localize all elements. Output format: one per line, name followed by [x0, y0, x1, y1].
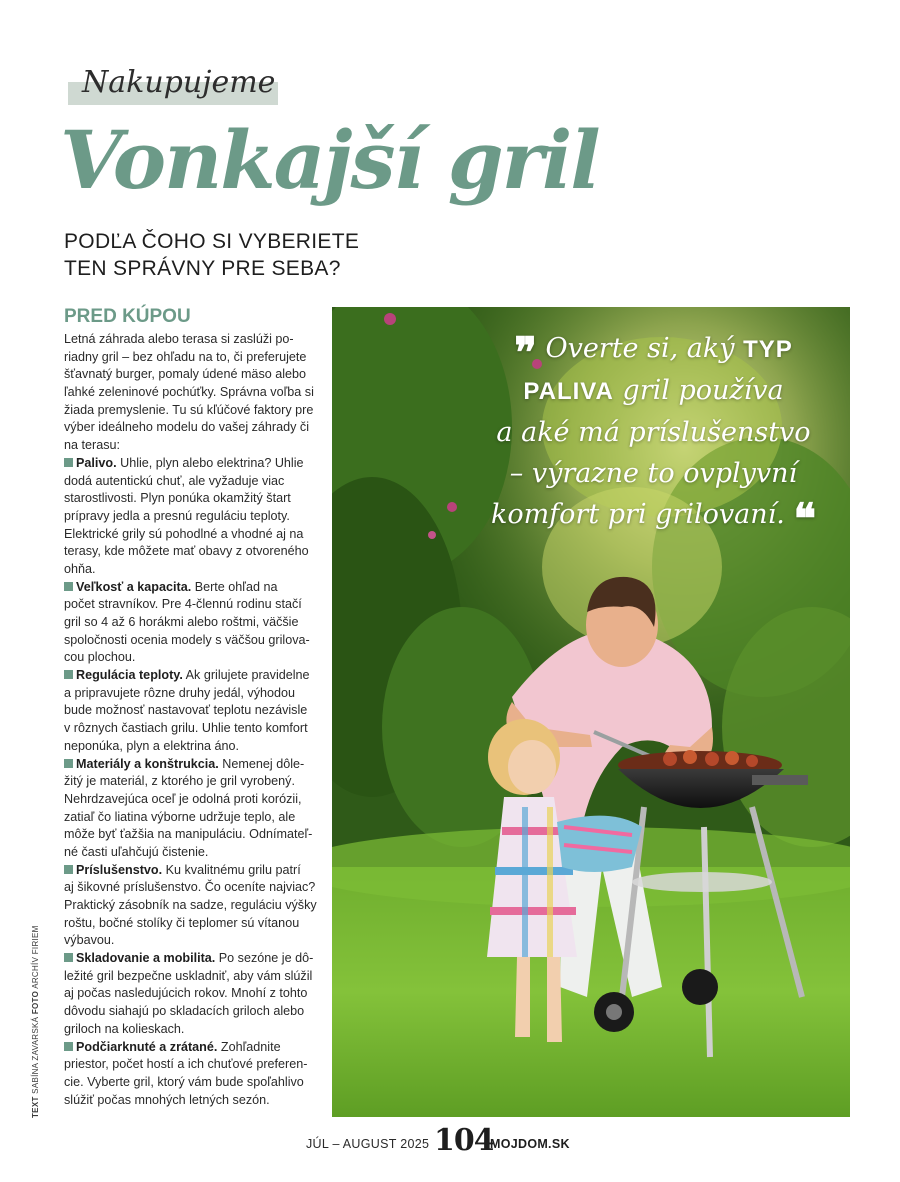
body-line: ohňa.: [64, 561, 96, 576]
body-line: šťavnatý burger, pomaly údené mäso alebo: [64, 367, 307, 382]
bullet-label: Materiály a konštrukcia.: [76, 756, 219, 771]
bullet-first-line: [64, 950, 316, 968]
body-line: starostlivosti. Plyn ponúka okamžitý štart: [64, 491, 291, 506]
body-line: slúžiť počas mnohých letných sezón.: [64, 1092, 270, 1107]
bullet-square-icon: [64, 759, 73, 768]
body-line: aj počas nasledujúcich rokov. Mnohí z tohto: [64, 986, 308, 1001]
article-body: [64, 331, 316, 1109]
body-line: počet stravníkov. Pre 4-člennú rodinu stačí: [64, 597, 302, 612]
bullet-text: Uhlie, plyn alebo elektrina? Uhlie: [116, 455, 304, 470]
body-line: spoločnosti ocenia modely s väčšou grilova-: [64, 632, 310, 647]
body-line: Elektrické grily sú pohodlné a vhodné aj na: [64, 526, 304, 541]
body-line: priestor, počet hostí a ich chuťové preferen-: [64, 1057, 308, 1072]
credit-foto-name: ARCHÍV FIRIEM: [31, 925, 40, 991]
body-line: výbavou.: [64, 933, 115, 948]
bullet-first-line: [64, 455, 316, 473]
credit-text-name: SABÍNA ZAVARSKÁ: [31, 1014, 40, 1097]
body-line: na terasu:: [64, 438, 121, 453]
body-line: terasy, kde môžete mať obavy z otvoreného: [64, 544, 309, 559]
bullet-text: Nemenej dôle-: [218, 756, 305, 771]
body-line: neponúka, plyn a elektrina áno.: [64, 738, 240, 753]
body-line: ležité gril bezpečne uskladniť, aby vám slúžil: [64, 968, 313, 983]
body-line: cou plochou.: [64, 650, 136, 665]
body-line: dodá autentickú chuť, ale vyžaduje viac: [64, 473, 285, 488]
body-line: v rôznych častiach grilu. Uhlie tento komfort: [64, 721, 308, 736]
body-line: prípravy jedla a presnú reguláciu teploty.: [64, 508, 290, 523]
bullet-label: Regulácia teploty.: [76, 668, 183, 683]
bullet-first-line: [64, 756, 316, 774]
page-number: 104: [434, 1123, 494, 1158]
bullet-square-icon: [64, 458, 73, 467]
bullet-first-line: [64, 667, 316, 685]
body-line: a pripravujete rôzne druhy jedál, výhodou: [64, 685, 296, 700]
body-line: môže byť ťažšia na manipuláciu. Odnímateľ-: [64, 827, 313, 842]
body-line: roštu, bočné stolíky či teplomer sú vítanou: [64, 915, 300, 930]
body-line: né časti uľahčujú čistenie.: [64, 844, 209, 859]
pull-quote-text: Overte si, aký: [545, 333, 744, 364]
bullet-text: Berte ohľad na: [191, 579, 278, 594]
body-line: Praktický zásobník na sadze, reguláciu výšky: [64, 898, 317, 912]
bullet-label: Veľkosť a kapacita.: [76, 579, 192, 594]
bullet-text: Po sezóne je dô-: [215, 951, 314, 966]
issue-date: JÚL – AUGUST 2025: [306, 1137, 430, 1151]
body-line: aj šikovné príslušenstvo. Čo oceníte najviac?: [64, 880, 316, 895]
section-tag: [68, 63, 278, 105]
pull-quote-text: komfort pri grilovaní.: [490, 499, 785, 530]
bullet-text: Ku kvalitnému grilu patrí: [162, 862, 301, 877]
pull-quote: [466, 328, 841, 543]
body-line: ľahké zeleninové pochúťky. Správna voľba si: [64, 385, 314, 400]
bullet-first-line: [64, 1039, 316, 1057]
subheadline-line: TEN SPRÁVNY PRE SEBA?: [64, 257, 341, 280]
body-line: dôvodu siahajú po skladacích griloch alebo: [64, 1004, 305, 1019]
close-quote-icon: ❝: [793, 494, 817, 543]
pull-quote-emphasis: TYP: [743, 336, 793, 363]
bullet-label: Príslušenstvo.: [76, 862, 163, 877]
body-line: žitý je materiál, z ktorého je gril vyrobený.: [64, 774, 295, 789]
body-line: gril so 4 až 6 horákmi alebo roštmi, väčšie: [64, 615, 299, 629]
bullet-square-icon: [64, 953, 73, 962]
pull-quote-text: gril používa: [613, 375, 784, 406]
bullet-first-line: [64, 579, 316, 597]
pull-quote-line: [466, 328, 841, 377]
bullet-square-icon: [64, 865, 73, 874]
bullet-text: Ak grilujete pravidelne: [182, 668, 310, 683]
body-line: riadny gril – bez ohľadu na to, či preferujete: [64, 349, 307, 364]
body-line: cie. Vyberte gril, ktorý vám bude spoľahlivo: [64, 1074, 304, 1089]
pull-quote-line: [466, 494, 841, 543]
bullet-square-icon: [64, 670, 73, 679]
bullet-label: Skladovanie a mobilita.: [76, 951, 216, 966]
bullet-square-icon: [64, 582, 73, 591]
open-quote-icon: ❞: [514, 328, 537, 377]
body-line: výber ideálneho modelu do vašej záhrady či: [64, 420, 310, 435]
body-line: bude možnosť nastavovať teplotu nezávisle: [64, 703, 308, 718]
credit-foto-label: FOTO: [31, 990, 40, 1015]
credit-text-label: TEXT: [31, 1096, 40, 1118]
subheadline-line: PODĽA ČOHO SI VYBERIETE: [64, 230, 360, 253]
bullet-label: Podčiarknuté a zrátané.: [76, 1039, 218, 1054]
body-line: zatiaľ čo liatina výborne udržuje teplo, ale: [64, 809, 296, 824]
section-tag-label: Nakupujeme: [82, 65, 276, 100]
bullet-first-line: [64, 862, 316, 880]
body-line: Nehrdzavejúca oceľ je odolná proti korózii,: [64, 791, 302, 806]
bullet-text: Zohľadnite: [217, 1039, 281, 1054]
body-line: griloch na kolieskach.: [64, 1021, 185, 1036]
photo-credit: [31, 925, 40, 1118]
page-title: Vonkajší gril: [60, 113, 599, 207]
bullet-square-icon: [64, 1042, 73, 1051]
site-url: MOJDOM.SK: [490, 1137, 570, 1151]
pull-quote-line: a aké má príslušenstvo: [496, 417, 811, 448]
column-heading: PRED KÚPOU: [64, 306, 191, 327]
body-line: Letná záhrada alebo terasa si zaslúži po-: [64, 332, 294, 346]
pull-quote-line: – výrazne to ovplyvní: [509, 458, 798, 489]
body-line: žiada premyslenie. Tu sú kľúčové faktory pre: [64, 402, 314, 417]
pull-quote-emphasis: PALIVA: [523, 378, 614, 405]
bullet-label: Palivo.: [76, 455, 117, 470]
subheadline: [64, 228, 424, 282]
